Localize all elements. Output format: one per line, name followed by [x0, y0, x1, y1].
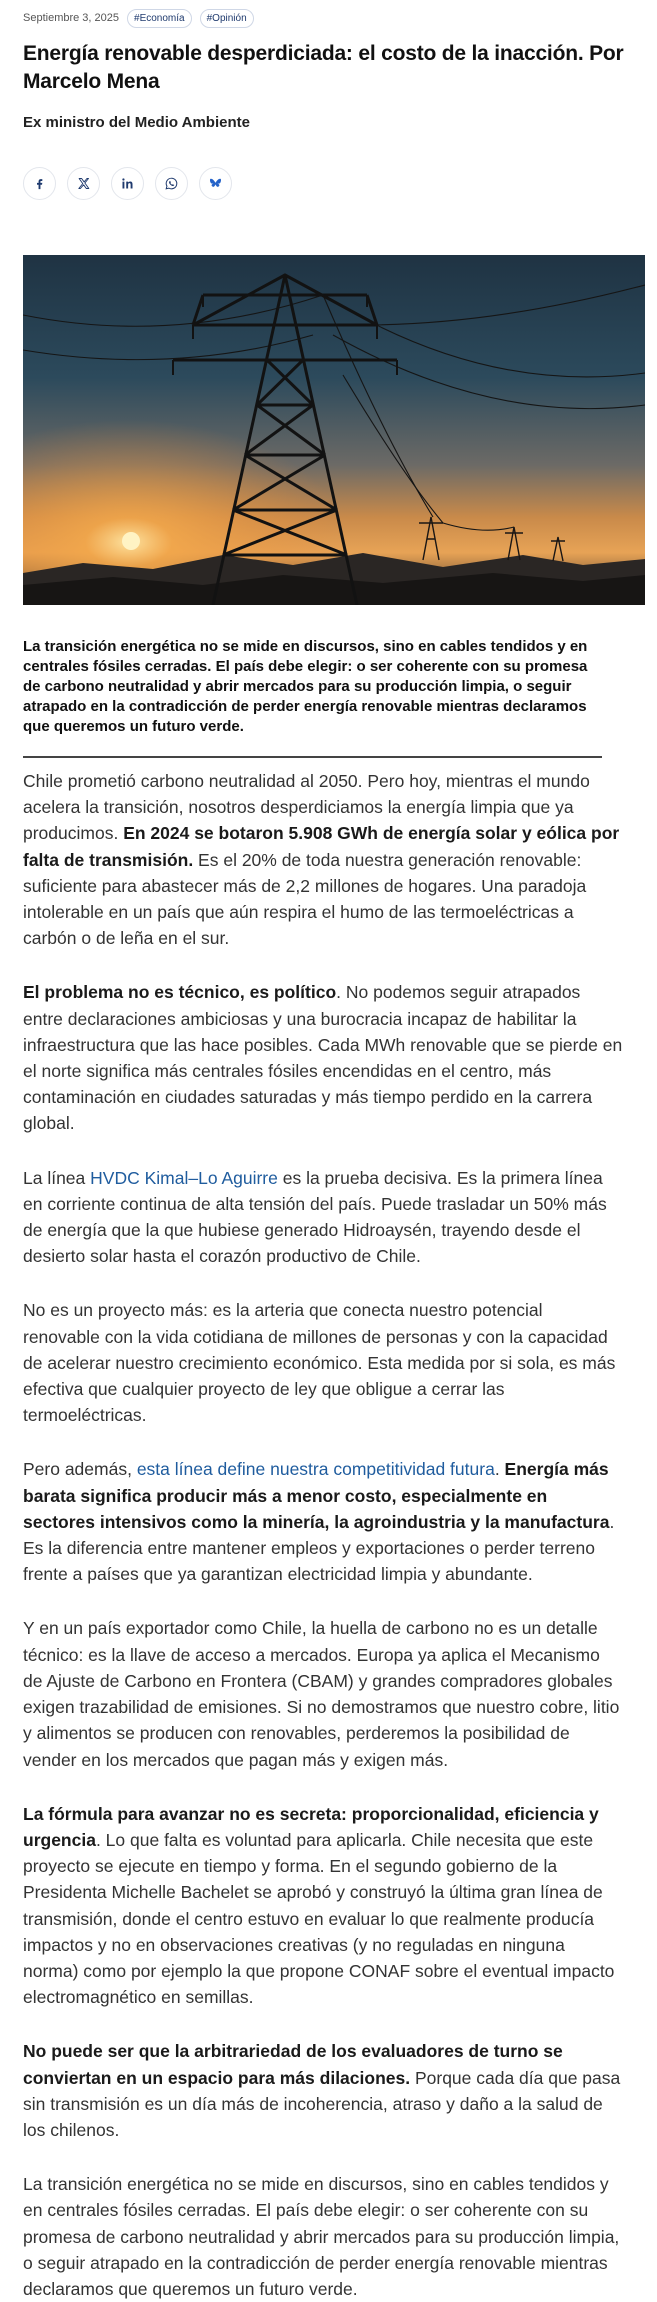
publish-date: Septiembre 3, 2025	[23, 12, 120, 24]
body-paragraph-6: Y en un país exportador como Chile, la huella de carbono no es un detalle técnico: es la llave de acceso a mercados. Europa ya aplica el Mecanismo de Ajuste de Carbono en Frontera (CBAM) y grandes compradores globales exigen trazabilidad de emisiones. Si no demostramos que nuestro cobre, litio y alimentos se producen con renovables, perderemos la posibilidad de vender en los mercados que pagan más y exigen más.	[23, 1618, 620, 1770]
body-paragraph-3: La línea HVDC Kimal–Lo Aguirre es la prueba decisiva. Es la primera línea en corriente continua de alta tensión del país. Puede trasladar un 50% más de energía que la que hubiese generado Hidroaysén, trayendo desde el desierto solar hasta el corazón productivo de Chile.	[23, 1167, 607, 1267]
x-icon	[76, 176, 91, 191]
hero-image	[23, 255, 645, 605]
share-x-button[interactable]	[67, 167, 100, 200]
body-paragraph-7: La fórmula para avanzar no es secreta: proporcionalidad, eficiencia y urgencia. Lo que falta es voluntad para aplicarla. Chile necesita que este proyecto se ejecute en tiempo y forma. En el segundo gobierno de la Presidenta Michelle Bachelet se aprobó y construyó la última gran línea de transmisión, donde el centro estuvo en evaluar lo que realmente producía impactos y no en observaciones creativas (y no reguladas en ninguna norma) como por ejemplo la que propone CONAF sobre el eventual impacto electromagnético en semillas.	[23, 1803, 615, 2008]
emphasis-text: El problema no es técnico, es político	[23, 982, 337, 1003]
hvdc-kimal-link[interactable]: HVDC Kimal–Lo Aguirre	[90, 1167, 278, 1188]
article-lead: La transición energética no se mide en discursos, sino en cables tendidos y en centrales fósiles cerradas. El país debe elegir: o ser coherente con su promesa de carbono neutralidad y abrir mercados para su producción limpia, o seguir atrapado en la contradicción de perder energía renovable mientras declaramos que queremos un futuro verde.	[23, 637, 602, 758]
body-paragraph-2: El problema no es técnico, es político. No podemos seguir atrapados entre declaraciones ambiciosas y una burocracia incapaz de habilitar la infraestructura que las hace posibles. Cada MWh renovable que se pierde en el norte significa más centrales fósiles encendidas en el centro, más contaminación en ciudades saturadas y más tiempo perdido en la carrera global.	[23, 982, 623, 1134]
body-paragraph-5: Pero además, esta línea define nuestra competitividad futura. Energía más barata significa producir más a menor costo, especialmente en sectores intensivos como la minería, la agroindustria y la manufactura. Es la diferencia entre mantener empleos y exportaciones o perder terreno frente a países que ya garantizan electricidad limpia y abundante.	[23, 1459, 615, 1585]
competitividad-link[interactable]: esta línea define nuestra competitividad futura	[136, 1459, 495, 1480]
emphasis-text: Energía más barata significa producir más a menor costo, especialmente en sectores intensivos como la minería, la agroindustria y la manufactura	[23, 1459, 610, 1532]
article-subtitle: Ex ministro del Medio Ambiente	[23, 114, 250, 131]
emphasis-text: No puede ser que la arbitrariedad de los evaluadores de turno se conviertan en un espacio para más dilaciones.	[23, 2041, 563, 2088]
emphasis-text: La fórmula para avanzar no es secreta: proporcionalidad, eficiencia y urgencia	[23, 1803, 599, 1850]
emphasis-text: En 2024 se botaron 5.908 GWh de energía solar y eólica por falta de transmisión.	[23, 823, 620, 870]
linkedin-icon	[120, 176, 135, 191]
article-title: Energía renovable desperdiciada: el costo de la inacción. Por Marcelo Mena	[23, 42, 624, 93]
body-paragraph-9: La transición energética no se mide en discursos, sino en cables tendidos y en centrales fósiles cerradas. El país debe elegir: o ser coherente con su promesa de carbono neutralidad y abrir mercados para su producción limpia, o seguir atrapado en la contradicción de perder energía renovable mientras declaramos que queremos un futuro verde.	[23, 2174, 620, 2299]
tag-opinion[interactable]: #Opinión	[200, 9, 254, 28]
body-paragraph-8: No puede ser que la arbitrariedad de los evaluadores de turno se conviertan en un espacio para más dilaciones. Porque cada día que pasa sin transmisión es un día más de incoherencia, atraso y daño a la salud de los chilenos.	[23, 2041, 621, 2140]
body-paragraph-4: No es un proyecto más: es la arteria que conecta nuestro potencial renovable con la vida cotidiana de millones de personas y con la capacidad de acelerar nuestro crecimiento económico. Esta medida por si sola, es más efectiva que cualquier proyecto de ley que obligue a cerrar las termoeléctricas.	[23, 1300, 616, 1426]
body-paragraph-1: Chile prometió carbono neutralidad al 2050. Pero hoy, mientras el mundo acelera la transición, nosotros desperdiciamos la energía limpia que ya producimos. En 2024 se botaron 5.908 GWh de energía solar y eólica por falta de transmisión. Es el 20% de toda nuestra generación renovable: suficiente para abastecer más de 2,2 millones de hogares. Una paradoja intolerable en un país que aún respira el humo de las termoeléctricas a carbón o de leña en el sur.	[23, 771, 620, 949]
share-bluesky-button[interactable]	[199, 167, 232, 200]
facebook-icon	[32, 176, 47, 191]
share-linkedin-button[interactable]	[111, 167, 144, 200]
tag-economia[interactable]: #Economía	[127, 9, 192, 28]
share-whatsapp-button[interactable]	[155, 167, 188, 200]
share-bar	[23, 167, 634, 200]
article-meta	[23, 0, 634, 30]
whatsapp-icon	[164, 176, 179, 191]
bluesky-icon	[208, 176, 223, 191]
power-tower-sunset-image	[23, 255, 645, 605]
share-facebook-button[interactable]	[23, 167, 56, 200]
